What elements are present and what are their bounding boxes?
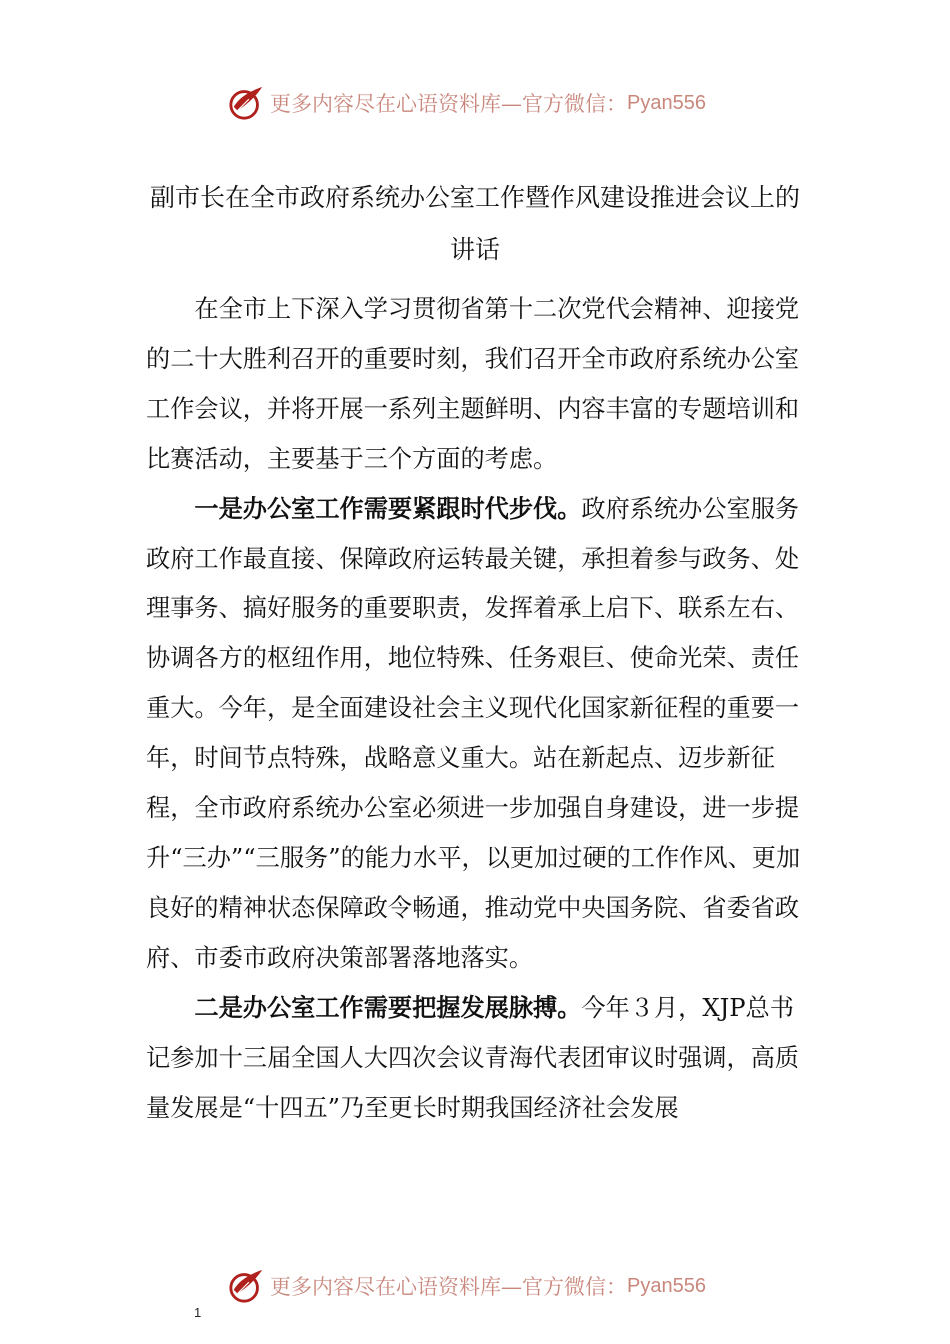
wechat-id: Pyan556 (627, 91, 706, 114)
wechat-id: Pyan556 (627, 1274, 706, 1297)
paragraph (146, 984, 806, 1134)
paragraph-text: 在全市上下深入学习贯彻省第十二次党代会精神、迎接党的二十大胜利召开的重要时刻，我们召开全市政府系统办公室工作会议，并将开展一系列主题鲜明、内容丰富的专题培训和比赛活动，主要基于三个方面的考虑。 (146, 295, 800, 473)
paragraph-lead: 一是办公室工作需要紧跟时代步伐。 (194, 494, 582, 523)
header-banner (228, 83, 706, 123)
banner-text: 更多内容尽在心语资料库—官方微信： (270, 1275, 627, 1299)
quill-logo-icon (228, 84, 266, 122)
document-title: 副市长在全市政府系统办公室工作暨作风建设推进会议上的讲话 (149, 183, 800, 264)
paragraph-text: 政府系统办公室服务政府工作最直接、保障政府运转最关键，承担着参与政务、处理事务、搞好服务的重要职责，发挥着承上启下、联系左右、协调各方的枢纽作用，地位特殊、任务艰巨、使命光荣、责任重大。今年，是全面建设社会主义现代化国家新征程的重要一年，时间节点特殊，战略意义重大。站在新起点、迈步新征程，全市政府系统办公室必须进一步加强自身建设，进一步提升“三办”“三服务”的能力水平，以更加过硬的工作作风、更加良好的精神状态保障政令畅通，推动党中央国务院、省委省政府、市委市政府决策部署落地落实。 (146, 494, 801, 972)
paragraph (146, 285, 806, 485)
paragraph-text: 今年３月，XJP总书记参加十三届全国人大四次会议青海代表团审议时强调，高质量发展是“十四五”乃至更长时期我国经济社会发展 (146, 993, 800, 1122)
document-body (146, 285, 806, 1133)
footer-banner (228, 1266, 706, 1306)
paragraph (146, 485, 806, 984)
quill-logo-icon (228, 1267, 266, 1305)
page-number: 1 (194, 1305, 202, 1320)
paragraph-lead: 二是办公室工作需要把握发展脉搏。 (194, 993, 582, 1022)
banner-text: 更多内容尽在心语资料库—官方微信： (270, 92, 627, 116)
